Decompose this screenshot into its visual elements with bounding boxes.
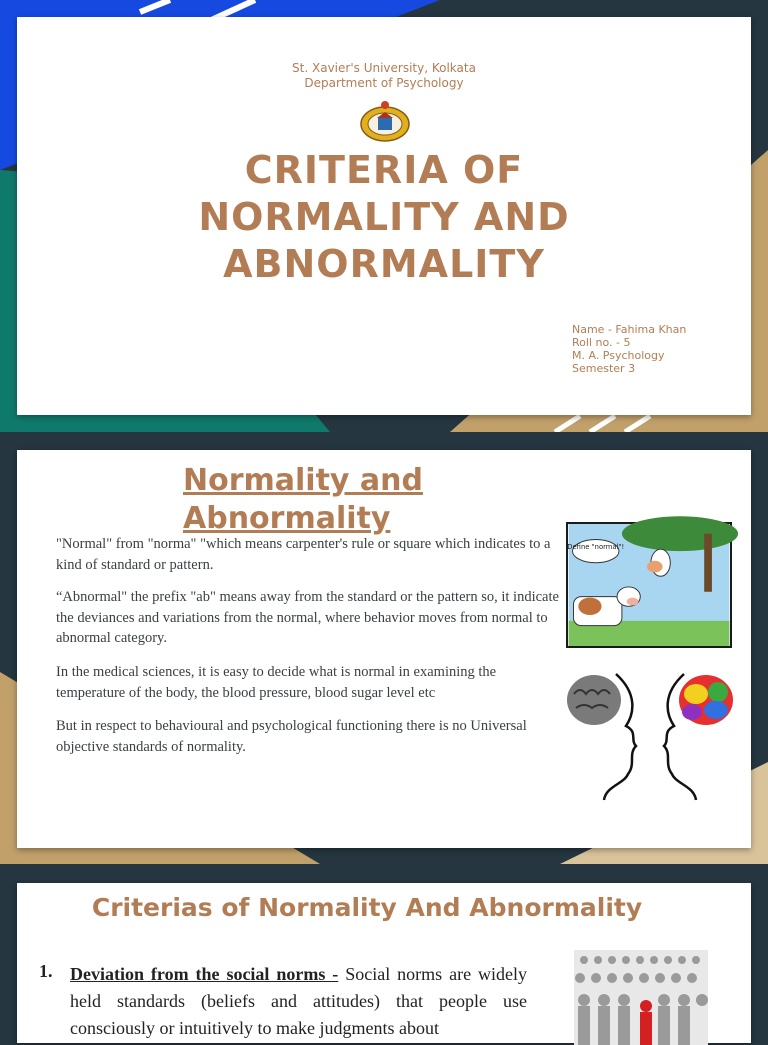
definition-slide [0,432,768,864]
criteria-description: Social norms are widely held standards (beliefs and attitudes) that people use consciously or intuitively to make judgments about [70,964,527,1038]
definition-slide-panel [17,450,751,848]
university-seal-icon [359,100,411,144]
paragraph-medical: In the medical sciences, it is easy to decide what is normal in examining the temperature of the body, the blood pressure, blood sugar level etc [56,664,497,701]
university-name: St. Xavier's University, Kolkata [292,61,476,75]
course-name: M. A. Psychology [572,349,665,362]
title-line: CRITERIA OF [244,148,524,192]
criteria-slide-panel [17,883,751,1043]
title-slide-panel [17,17,751,415]
paragraph-abnormal: “Abnormal" the prefix "ab" means away from the standard or the pattern so, it indicate the deviances and variations from the normal, where behavior moves from normal to abnormal category. [56,589,559,646]
criteria-item [39,961,527,1042]
criteria-term: Deviation from the social norms - [70,964,339,984]
semester: Semester 3 [572,362,636,375]
student-name: Name - Fahima Khan [572,323,687,336]
cow-cartoon-image [566,522,732,648]
roll-number: Roll no. - 5 [572,336,631,349]
crowd-image [574,950,708,1045]
slide-heading [183,462,483,538]
paragraph-behavioural: But in respect to behavioural and psychological functioning there is no Universal objective standards of normality. [56,718,527,755]
heading-line: Abnormality [183,501,391,536]
title-line: ABNORMALITY [223,242,545,286]
title-line: NORMALITY AND [198,195,570,239]
speech-bubble-text: Define "normal"! [567,543,625,552]
title-slide [0,0,768,432]
list-number: 1. [39,961,53,981]
heading-line: Normality and [183,463,423,498]
criteria-slide [0,864,768,1038]
slide-heading: Criterias of Normality And Abnormality [91,893,643,922]
presentation-title [17,147,751,288]
paragraph-normal: "Normal" from "norma" "which means carpenter's rule or square which indicates to a kind of standard or pattern. [56,536,551,573]
brain-faces-image [566,674,734,800]
department-name: Department of Psychology [304,76,464,90]
